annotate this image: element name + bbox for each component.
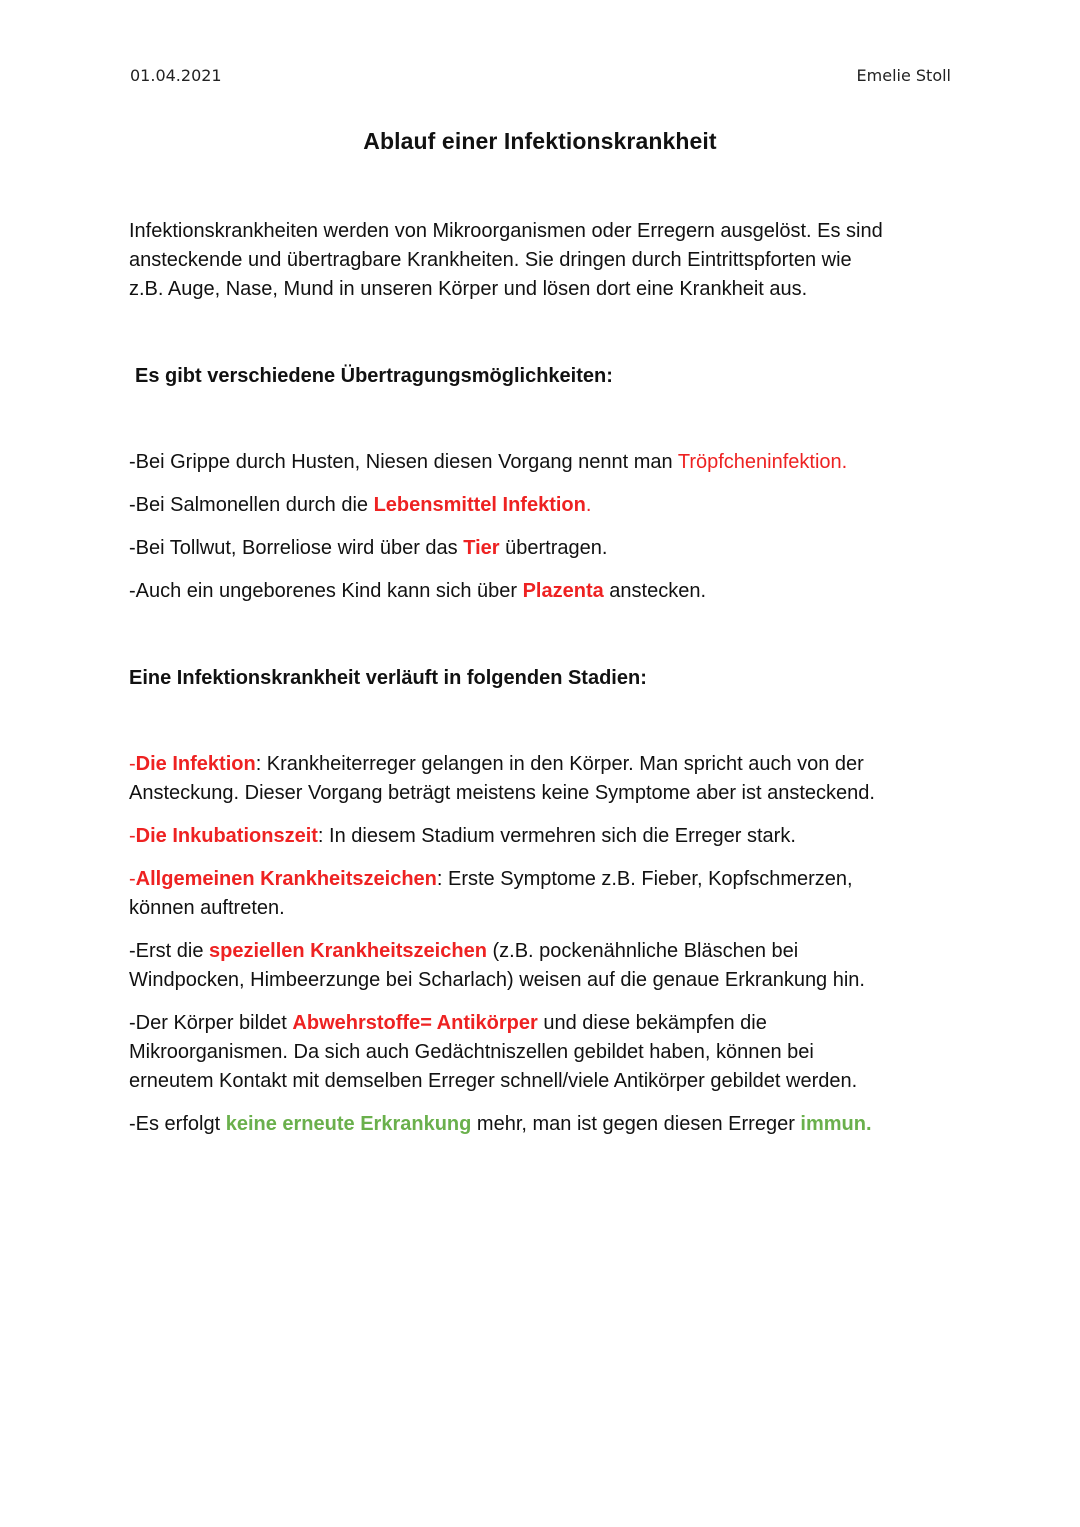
item-text: Ansteckung. Dieser Vorgang beträgt meistens keine Symptome aber ist ansteckend. <box>129 782 875 804</box>
item-text: -Erst die <box>129 940 210 962</box>
highlight-term: Plazenta <box>522 580 604 602</box>
item-text: - <box>129 868 136 890</box>
item-text: und diese bekämpfen die <box>537 1012 767 1034</box>
document-title: Ablauf einer Infektionskrankheit <box>363 128 717 154</box>
item-text: Mikroorganismen. Da sich auch Gedächtniszellen gebildet haben, können bei <box>129 1041 814 1063</box>
item-text: -Bei Salmonellen durch die <box>129 494 374 516</box>
stage-item <box>129 750 959 808</box>
item-text: anstecken. <box>603 580 707 602</box>
list-item <box>129 577 959 606</box>
intro-line: Infektionskrankheiten werden von Mikroorganismen oder Erregern ausgelöst. Es sind <box>129 220 883 242</box>
highlight-term: Lebensmittel Infektion <box>373 494 586 516</box>
transfer-heading: Es gibt verschiedene Übertragungsmöglichkeiten: <box>135 365 613 387</box>
intro-line: z.B. Auge, Nase, Mund in unseren Körper und lösen dort eine Krankheit aus. <box>129 278 808 300</box>
item-text: : Erste Symptome z.B. Fieber, Kopfschmerzen, <box>436 868 853 890</box>
item-text: - <box>129 753 136 775</box>
stage-item <box>129 865 959 923</box>
list-item <box>129 491 959 520</box>
item-text: übertragen. <box>499 537 608 559</box>
stages-heading: Eine Infektionskrankheit verläuft in folgenden Stadien: <box>129 667 647 689</box>
item-text: . <box>585 494 592 516</box>
stage-item <box>129 822 959 851</box>
stage-item <box>129 1009 959 1096</box>
stage-item <box>129 1110 959 1139</box>
highlight-term: Die Inkubationszeit <box>135 825 318 847</box>
highlight-term: Tröpfcheninfektion. <box>677 451 848 473</box>
list-item <box>129 448 959 477</box>
highlight-term: speziellen Krankheitszeichen <box>209 940 487 962</box>
stage-item <box>129 937 959 995</box>
document-date: 01.04.2021 <box>130 66 222 85</box>
highlight-term-green: keine erneute Erkrankung <box>225 1113 472 1135</box>
item-text: können auftreten. <box>129 897 285 919</box>
highlight-term: Tier <box>463 537 500 559</box>
item-text: -Der Körper bildet <box>129 1012 293 1034</box>
highlight-term: Abwehrstoffe= Antikörper <box>292 1012 538 1034</box>
intro-line: ansteckende und übertragbare Krankheiten. Sie dringen durch Eintrittspforten wie <box>129 249 852 271</box>
highlight-term-green: immun. <box>800 1113 872 1135</box>
item-text: -Bei Grippe durch Husten, Niesen diesen Vorgang nennt man <box>129 451 678 473</box>
item-text: : In diesem Stadium vermehren sich die Erreger stark. <box>317 825 796 847</box>
item-text: (z.B. pockenähnliche Bläschen bei <box>486 940 799 962</box>
item-text: -Es erfolgt <box>129 1113 226 1135</box>
highlight-term: Allgemeinen Krankheitszeichen <box>135 868 437 890</box>
intro-paragraph <box>129 217 959 304</box>
item-text: -Bei Tollwut, Borreliose wird über das <box>129 537 464 559</box>
item-text: mehr, man ist gegen diesen Erreger <box>471 1113 801 1135</box>
page-header <box>130 66 951 90</box>
item-text: Windpocken, Himbeerzunge bei Scharlach) weisen auf die genaue Erkrankung hin. <box>129 969 865 991</box>
item-text: -Auch ein ungeborenes Kind kann sich über <box>129 580 523 602</box>
transfer-list <box>129 448 959 620</box>
item-text: - <box>129 825 136 847</box>
item-text: : Krankheiterreger gelangen in den Körper. Man spricht auch von der <box>255 753 864 775</box>
item-text: erneutem Kontakt mit demselben Erreger schnell/viele Antikörper gebildet werden. <box>129 1070 858 1092</box>
list-item <box>129 534 959 563</box>
document-author: Emelie Stoll <box>856 66 951 85</box>
stages-list <box>129 750 959 1153</box>
highlight-term: Die Infektion <box>135 753 256 775</box>
